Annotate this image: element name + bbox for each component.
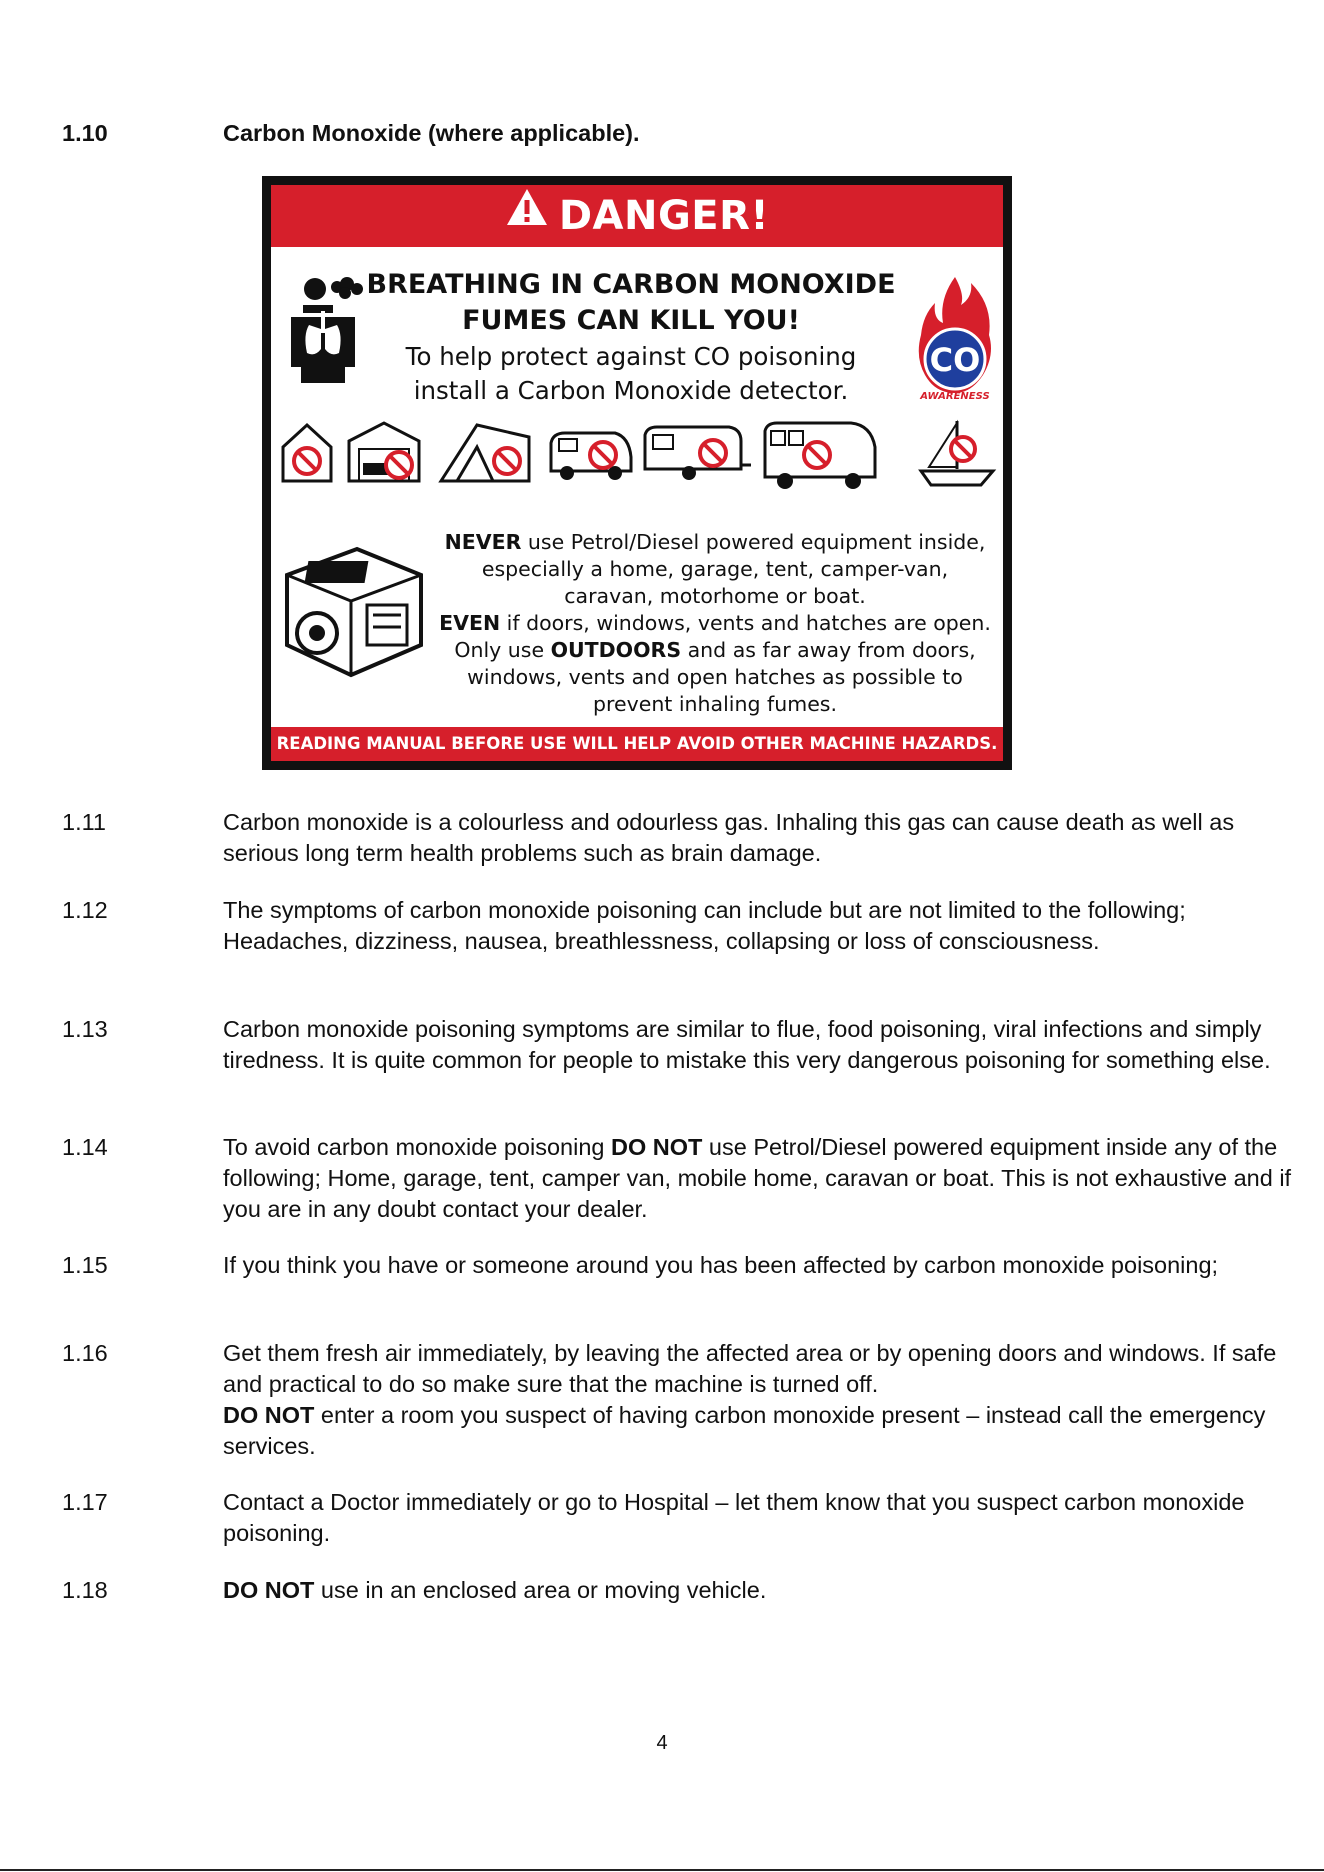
boat-icon [917, 417, 997, 498]
outdoors-bold: OUTDOORS [550, 638, 682, 662]
sign-panel [271, 185, 1003, 761]
section-text: Contact a Doctor immediately or go to Hospital – let them know that you suspect carbon monoxide poisoning. [223, 1489, 1245, 1546]
headline-line-2: FUMES CAN KILL YOU! [462, 305, 800, 336]
section-number: 1.16 [62, 1340, 108, 1366]
section-title: Carbon Monoxide (where applicable). [223, 120, 640, 146]
danger-banner [271, 185, 1003, 247]
warning-triangle-icon [505, 183, 549, 245]
bottom-rule [0, 1869, 1324, 1871]
caravan-icon [641, 417, 753, 492]
section-number: 1.13 [62, 1016, 108, 1042]
co-awareness-icon [913, 275, 997, 410]
section-number: 1.15 [62, 1252, 108, 1278]
venue-icons-row [277, 417, 997, 497]
section-text: Get them fresh air immediately, by leaving the affected area or by opening doors and windows. If safe and practical to do so make sure that the machine is turned off. DO NOT enter a room you suspect of having carbon monoxide present – instead call the emergency services. [223, 1340, 1277, 1459]
danger-label: DANGER! [558, 193, 770, 239]
sign-headline [361, 267, 901, 407]
section-text: Carbon monoxide is a colourless and odourless gas. Inhaling this gas can cause death as well as serious long term health problems such as brain damage. [223, 809, 1235, 866]
section-number: 1.11 [62, 809, 106, 835]
even-bold: EVEN [439, 611, 501, 635]
badge-subtext: AWARENESS [920, 391, 990, 402]
never-warning-text: NEVER use Petrol/Diesel powered equipment inside, especially a home, garage, tent, camper-van, caravan, motorhome or boat. EVEN if doors, windows, vents and hatches are open. Only use OUTDOORS and as far away from doors, windows, vents and open hatches as possible to prevent inhaling fumes. [439, 530, 991, 716]
section-number: 1.14 [62, 1134, 108, 1160]
section-text: The symptoms of carbon monoxide poisoning can include but are not limited to the following; Headaches, dizziness, nausea, breathlessness, collapsing or loss of consciousness. [223, 897, 1186, 954]
co-danger-sign [262, 176, 1012, 770]
headline-line-1: BREATHING IN CARBON MONOXIDE [366, 269, 896, 300]
section-number: 1.12 [62, 897, 108, 923]
sub-line-2: install a Carbon Monoxide detector. [413, 376, 849, 405]
tent-icon [437, 417, 533, 492]
breathing-person-icon [285, 275, 365, 390]
motorhome-icon [761, 417, 881, 502]
sign-footer-banner: READING MANUAL BEFORE USE WILL HELP AVOID OTHER MACHINE HAZARDS. [271, 727, 1003, 761]
badge-text: CO [929, 341, 981, 379]
section-number: 1.18 [62, 1577, 108, 1603]
page-number: 4 [656, 1732, 668, 1754]
section-number: 1.17 [62, 1489, 108, 1515]
generator-icon [277, 535, 427, 690]
garage-icon [345, 417, 423, 492]
section-text: Carbon monoxide poisoning symptoms are similar to flue, food poisoning, viral infections and simply tiredness. It is quite common for people to mistake this very dangerous poisoning for something else. [223, 1016, 1271, 1073]
house-icon [277, 417, 337, 492]
section-text: To avoid carbon monoxide poisoning DO NOT use Petrol/Diesel powered equipment inside any of the following; Home, garage, tent, camper van, mobile home, caravan or boat. This is not exhaustive and if you are in any doubt contact your dealer. [223, 1134, 1292, 1222]
sub-line-1: To help protect against CO poisoning [405, 342, 857, 371]
never-bold: NEVER [444, 530, 522, 554]
section-number: 1.10 [62, 120, 108, 146]
camper-van-icon [545, 417, 635, 492]
section-text: DO NOT use in an enclosed area or moving vehicle. [223, 1577, 767, 1603]
section-text: If you think you have or someone around you has been affected by carbon monoxide poisoning; [223, 1252, 1219, 1278]
